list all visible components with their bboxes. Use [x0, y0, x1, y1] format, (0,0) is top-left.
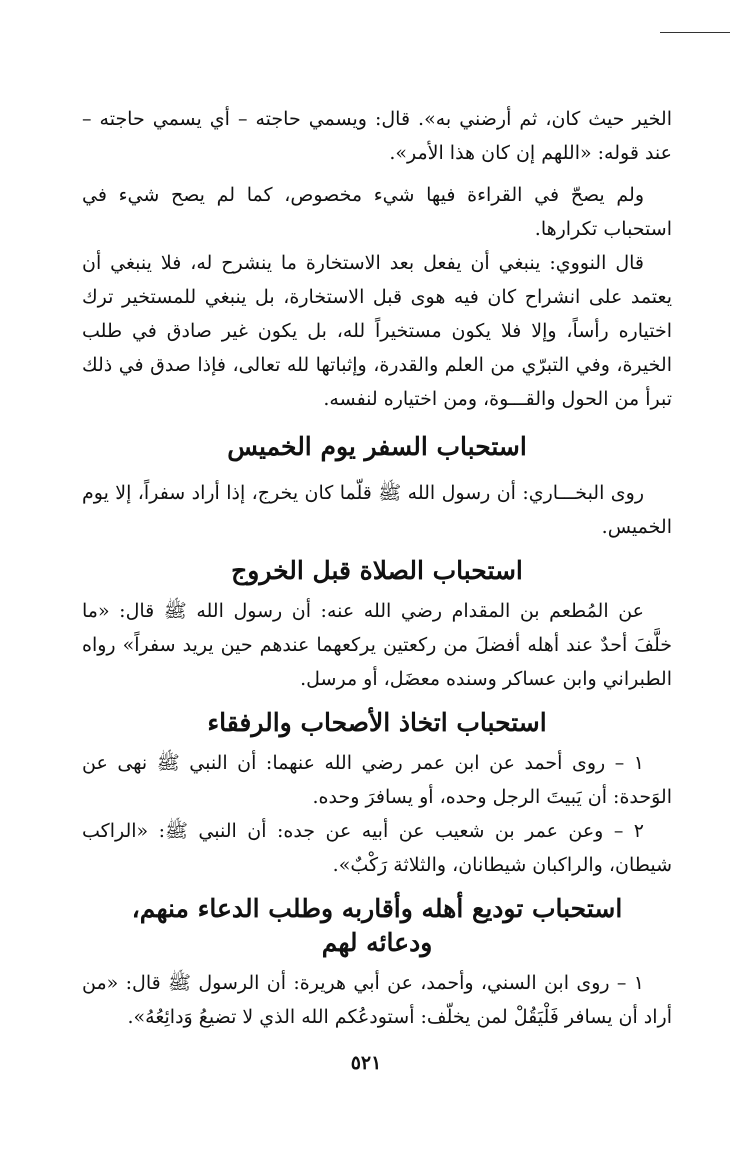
section1-paragraph-1: روى البخـــاري: أن رسول الله ﷺ قلّما كان يخرج، إذا أراد سفراً، إلا يوم الخميس.	[82, 482, 672, 538]
header-rule	[660, 32, 730, 33]
page-body	[82, 102, 672, 1034]
section-heading-farewell-line-1: استحباب توديع أهله وأقاربه وطلب الدعاء منهم،	[131, 894, 623, 923]
section3-paragraph-1: ١ – روى أحمد عن ابن عمر رضي الله عنهما: أن النبي ﷺ نهى عن الوَحدة: أن يَبيتَ الرجل وحده، أو يسافرَ وحده.	[82, 752, 672, 808]
section2-paragraph-1: عن المُطعم بن المقدام رضي الله عنه: أن رسول الله ﷺ قال: «ما خلَّفَ أحدٌ عند أهله أفضلَ من ركعتين يركعهما عندهم حين يريد سفراً» رواه الطبراني وابن عساكر وسنده معضَل، أو مرسل.	[82, 600, 672, 690]
section-heading-farewell-line-2: ودعائه لهم	[321, 928, 433, 957]
section4-paragraph-1: ١ – روى ابن السني، وأحمد، عن أبي هريرة: أن الرسول ﷺ قال: «من أراد أن يسافر فَلْيَقُلْ لمن يخلّف: أستودعُكم الله الذي لا تضيعُ وَدائِعُهُ».	[82, 972, 672, 1028]
section3-paragraph-2: ٢ – وعن عمر بن شعيب عن أبيه عن جده: أن النبي ﷺ: «الراكب شيطان، والراكبان شيطانان، والثلاثة رَكْبٌ».	[82, 820, 672, 876]
section-heading-companions: استحباب اتخاذ الأصحاب والرفقاء	[207, 708, 547, 737]
section-heading-prayer-before-leaving: استحباب الصلاة قبل الخروج	[231, 556, 523, 585]
intro-paragraph-1: الخير حيث كان، ثم أرضني به». قال: ويسمي حاجته – أي يسمي حاجته – عند قوله: «اللهم إن كان هذا الأمر».	[82, 108, 672, 164]
intro-paragraph-2: ولم يصحّ في القراءة فيها شيء مخصوص، كما لم يصح شيء في استحباب تكرارها.	[82, 184, 672, 240]
page-number: ٥٢١	[350, 1052, 382, 1074]
section-heading-travel-thursday: استحباب السفر يوم الخميس	[227, 432, 527, 461]
intro-paragraph-3: قال النووي: ينبغي أن يفعل بعد الاستخارة ما ينشرح له، فلا ينبغي أن يعتمد على انشراح كان فيه هوى قبل الاستخارة، بل ينبغي للمستخير ترك اختياره رأساً، وإلا فلا يكون مستخيراً لله، بل يكون غير صادق في طلب الخيرة، وفي التبرّي من العلم والقدرة، وإثباتها لله تعالى، فإذا صدق في ذلك تبرأ من الحول والقـــوة، ومن اختياره لنفسه.	[82, 252, 672, 410]
section-heading-farewell	[82, 892, 672, 960]
